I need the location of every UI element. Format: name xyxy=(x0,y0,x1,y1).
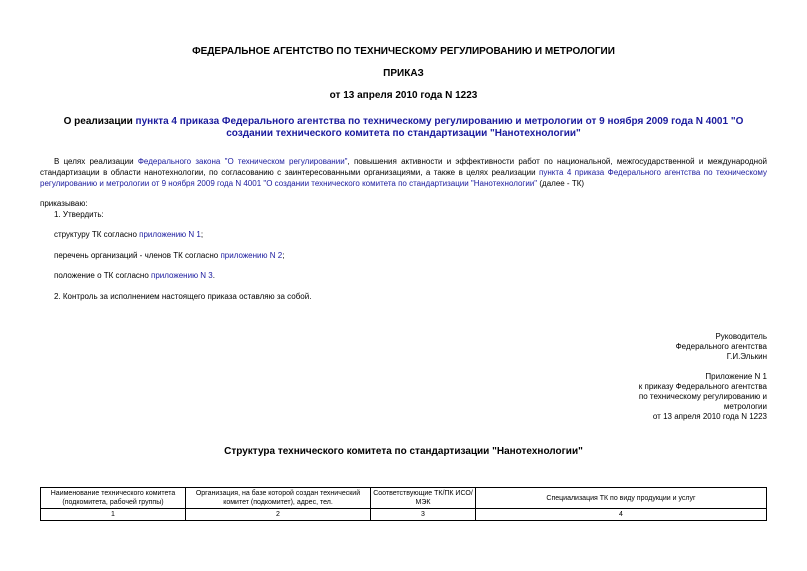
order-date-number: от 13 апреля 2010 года N 1223 xyxy=(329,90,478,101)
header-cell: Организация, на базе которой создан технический комитет (подкомитет), адрес, тел. xyxy=(186,488,371,509)
appendix-line-4: метрологии xyxy=(723,402,767,411)
intro-text-2: , повышения активности и эффективности работ по национальной, межгосударственной и международной стандартизации в области нанотехнологии, по согласованию с заинтересованными организациями, а также в целях реализации xyxy=(40,157,768,177)
number-cell: 1 xyxy=(41,509,186,521)
appendix-line-5: от 13 апреля 2010 года N 1223 xyxy=(652,412,767,421)
federal-law-link[interactable]: Федерального закона "О техническом регулировании" xyxy=(137,157,348,166)
appendix-1-link[interactable]: приложению N 1 xyxy=(139,230,201,239)
appendix-3-link[interactable]: приложению N 3 xyxy=(151,271,213,280)
appendix-block xyxy=(547,372,767,422)
signature-position: Руководитель xyxy=(715,332,767,341)
header-cell: Соответствующие ТК/ПК ИСО/МЭК xyxy=(371,488,476,509)
header-cell: Специализация ТК по виду продукции и услуг xyxy=(476,488,767,509)
signature-name: Г.И.Элькин xyxy=(726,352,767,361)
appendix-line-2: к приказу Федерального агентства xyxy=(638,382,767,391)
appendix-2-link[interactable]: приложению N 2 xyxy=(220,251,283,260)
item-1: 1. Утвердить: xyxy=(54,210,104,219)
appendix-title: Приложение N 1 xyxy=(705,372,767,381)
signature-block xyxy=(547,332,767,362)
item-2: 2. Контроль за исполнением настоящего приказа оставляю за собой. xyxy=(54,292,312,301)
order-title xyxy=(40,116,767,140)
title-prefix: О реализации xyxy=(63,116,136,127)
intro-text-1: В целях реализации xyxy=(54,157,138,166)
order-4001-link[interactable]: пункта 4 приказа Федерального агентства по техническому регулированию и метрологии от 9 ноября 2009 года N 4001 "О создании технического комитета по стандартизации "Нанотехнологии" xyxy=(40,168,768,188)
agency-name: ФЕДЕРАЛЬНОЕ АГЕНТСТВО ПО ТЕХНИЧЕСКОМУ РЕГУЛИРОВАНИЮ И МЕТРОЛОГИИ xyxy=(192,46,615,57)
structure-title: Структура технического комитета по стандартизации "Нанотехнологии" xyxy=(224,446,583,457)
approve-line-3: положение о ТК согласно приложению N 3. xyxy=(54,271,215,280)
signature-agency: Федерального агентства xyxy=(675,342,767,351)
table-header-row xyxy=(41,488,767,509)
title-link[interactable]: пункта 4 приказа Федерального агентства по техническому регулированию и метрологии от 9 ноября 2009 года N 4001 "О создании технического комитета по стандартизации "Нанотехнологии" xyxy=(135,116,744,139)
header-cell: Наименование технического комитета (подкомитета, рабочей группы) xyxy=(41,488,186,509)
approve-line-1: структуру ТК согласно приложению N 1; xyxy=(54,230,204,239)
number-cell: 3 xyxy=(371,509,476,521)
intro-paragraph xyxy=(40,156,767,189)
prikazyvayu-label: приказываю: xyxy=(40,199,88,208)
table-number-row xyxy=(41,509,767,521)
structure-table xyxy=(40,487,767,521)
number-cell: 4 xyxy=(476,509,767,521)
document-type: ПРИКАЗ xyxy=(383,68,424,79)
number-cell: 2 xyxy=(186,509,371,521)
approve-line-2: перечень организаций - членов ТК согласно приложению N 2; xyxy=(54,251,285,260)
intro-text-3: (далее - ТК) xyxy=(537,179,585,188)
appendix-line-3: по техническому регулированию и xyxy=(638,392,767,401)
